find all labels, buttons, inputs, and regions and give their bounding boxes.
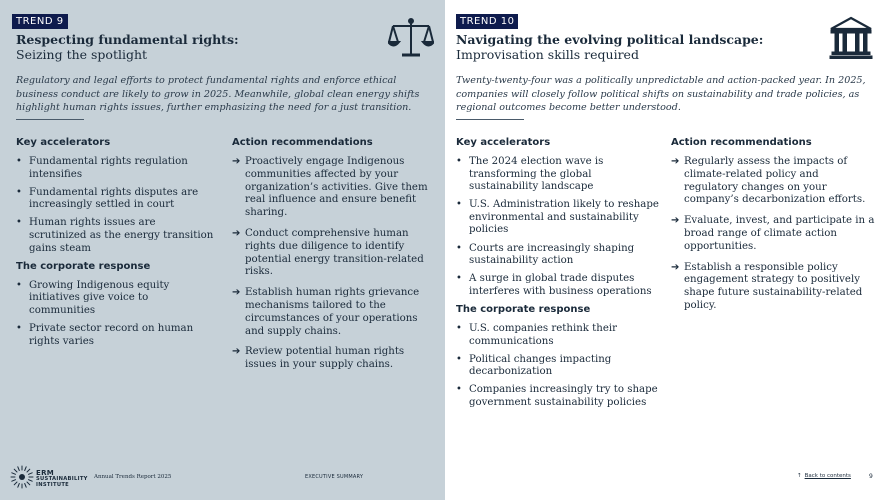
key-accelerators-column bbox=[456, 137, 661, 415]
scales-of-justice-icon bbox=[388, 16, 434, 64]
divider bbox=[16, 119, 84, 120]
trend-intro: Regulatory and legal efforts to protect fundamental rights and enforce ethical business conduct are likely to grow in 2025. Meanwhile, global clean energy shifts highlight human rights issues, further emphasizing the need for a just transition. bbox=[16, 75, 420, 113]
arrow-right-icon: ➔ bbox=[232, 227, 241, 239]
action-recommendations-heading: Action recommendations bbox=[671, 137, 812, 148]
list-item: • Fundamental rights regulation intensifies bbox=[16, 156, 216, 181]
corporate-response-list bbox=[456, 323, 661, 410]
divider bbox=[456, 119, 524, 120]
arrow-up-icon: ↑ bbox=[797, 473, 802, 479]
key-accelerators-heading: Key accelerators bbox=[16, 137, 111, 148]
list-item: ➔ Regularly assess the impacts of climate-related policy and regulatory changes on your company’s decarbonization efforts. bbox=[671, 156, 866, 206]
list-item: • Human rights issues are scrutinized as the energy transition gains steam bbox=[16, 217, 216, 255]
section-name: EXECUTIVE SUMMARY bbox=[305, 474, 364, 480]
corporate-response-heading: The corporate response bbox=[16, 260, 151, 272]
government-building-icon bbox=[829, 16, 873, 64]
arrow-right-icon: ➔ bbox=[671, 215, 680, 227]
action-recommendations-column bbox=[232, 137, 432, 380]
list-item: • Private sector record on human rights varies bbox=[16, 323, 216, 348]
list-item: • A surge in global trade disputes interferes with business operations bbox=[456, 273, 661, 298]
list-item: • The 2024 election wave is transforming the global sustainability landscape bbox=[456, 156, 661, 194]
trend-badge: TREND 10 bbox=[456, 14, 518, 29]
page-number: 9 bbox=[869, 473, 873, 480]
actions-list bbox=[232, 156, 432, 372]
list-item: ➔ Proactively engage Indigenous communities affected by your organization’s activities. Give them real influence and ensure benefit sharing. bbox=[232, 156, 428, 219]
logo-text: ERM SUSTAINABILITY INSTITUTE bbox=[36, 469, 88, 488]
list-item: • Companies increasingly try to shape government sustainability policies bbox=[456, 384, 661, 409]
list-item: ➔ Review potential human rights issues in your supply chains. bbox=[232, 346, 405, 371]
logo-sunburst-icon bbox=[10, 465, 34, 489]
arrow-right-icon: ➔ bbox=[232, 156, 241, 167]
trend-badge: TREND 9 bbox=[12, 14, 68, 29]
list-item: ➔ Conduct comprehensive human rights due diligence to identify potential energy transition-related risks. bbox=[232, 227, 424, 278]
key-accelerators-column bbox=[16, 137, 216, 354]
action-recommendations-heading: Action recommendations bbox=[232, 137, 373, 148]
corporate-response-list bbox=[16, 280, 216, 348]
report-name: Annual Trends Report 2025 bbox=[94, 474, 172, 480]
list-item: ➔ Establish a responsible policy engagement strategy to positively shape future sustainability-related policy. bbox=[671, 261, 863, 311]
arrow-right-icon: ➔ bbox=[232, 346, 241, 358]
list-item: • Courts are increasingly shaping sustainability action bbox=[456, 243, 661, 268]
list-item: ➔ Evaluate, invest, and participate in a broad range of climate action opportunities. bbox=[671, 215, 875, 252]
list-item: • Growing Indigenous equity initiatives give voice to communities bbox=[16, 280, 216, 318]
trend-10-panel bbox=[445, 0, 889, 500]
trend-subtitle: Seizing the spotlight bbox=[16, 47, 148, 62]
list-item: • U.S. companies rethink their communications bbox=[456, 323, 661, 348]
erm-logo bbox=[10, 465, 88, 489]
key-accelerators-heading: Key accelerators bbox=[456, 137, 551, 148]
action-recommendations-column bbox=[671, 137, 876, 321]
actions-list bbox=[671, 156, 876, 313]
trend-intro: Twenty-twenty-four was a politically unpredictable and action-packed year. In 2025, companies will closely follow political shifts on sustainability and trade policies, as regional outcomes become better understood. bbox=[456, 75, 866, 113]
back-to-contents-link[interactable]: ↑ Back to contents bbox=[797, 473, 851, 479]
arrow-right-icon: ➔ bbox=[232, 287, 241, 299]
arrow-right-icon: ➔ bbox=[671, 156, 680, 167]
corporate-response-heading: The corporate response bbox=[456, 303, 591, 315]
trend-subtitle: Improvisation skills required bbox=[456, 47, 639, 62]
list-item: ➔ Establish human rights grievance mechanisms tailored to the circumstances of your operations and supply chains. bbox=[232, 287, 420, 337]
list-item: • Fundamental rights disputes are increasingly settled in court bbox=[16, 187, 216, 212]
list-item: • U.S. Administration likely to reshape environmental and sustainability policies bbox=[456, 199, 661, 237]
accelerators-list bbox=[16, 156, 216, 255]
accelerators-list bbox=[456, 156, 661, 298]
list-item: • Political changes impacting decarbonization bbox=[456, 354, 661, 379]
page-footer bbox=[0, 462, 889, 492]
arrow-right-icon: ➔ bbox=[671, 261, 680, 273]
trend-title: Respecting fundamental rights: bbox=[16, 32, 239, 47]
trend-title: Navigating the evolving political landscape: bbox=[456, 32, 764, 47]
